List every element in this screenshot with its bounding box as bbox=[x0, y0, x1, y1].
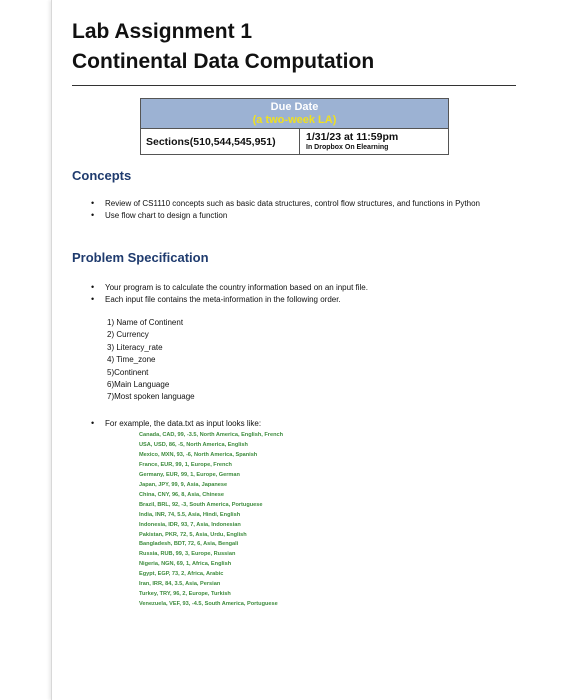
due-date-row bbox=[141, 129, 448, 154]
data-line: Egypt, EGP, 73, 2, Africa, Arabic bbox=[139, 571, 224, 578]
data-line: Turkey, TRY, 96, 2, Europe, Turkish bbox=[139, 591, 231, 598]
data-line: India, INR, 74, 5.5, Asia, Hindi, English bbox=[139, 511, 241, 518]
due-date-location: In Dropbox On Elearning bbox=[306, 144, 389, 151]
document-page bbox=[51, 0, 584, 700]
data-line: Mexico, MXN, 93, -6, North America, Spanish bbox=[139, 451, 258, 458]
date-cell bbox=[300, 129, 448, 154]
data-line: USA, USD, 86, -5, North America, English bbox=[139, 441, 248, 448]
due-date-header bbox=[141, 99, 448, 129]
data-line: Germany, EUR, 99, 1, Europe, German bbox=[139, 471, 240, 478]
example-list bbox=[91, 418, 521, 429]
due-date-value: 1/31/23 at 11:59pm bbox=[306, 131, 399, 143]
example-data-block bbox=[139, 431, 283, 610]
sections-cell: Sections(510,544,545,951) bbox=[141, 129, 300, 154]
data-line: Canada, CAD, 99, -3.5, North America, English, French bbox=[139, 432, 284, 438]
data-line: Iran, IRR, 84, 3.5, Asia, Persian bbox=[139, 581, 221, 588]
due-date-header-note: (a two-week LA) bbox=[252, 114, 337, 126]
list-item: 4) Time_zone bbox=[107, 355, 156, 365]
data-line: Pakistan, PKR, 72, 5, Asia, Urdu, English bbox=[139, 531, 247, 538]
list-item: 5)Continent bbox=[107, 367, 149, 377]
problem-spec-heading: Problem Specification bbox=[72, 250, 209, 265]
list-item: 3) Literacy_rate bbox=[107, 342, 163, 352]
data-line: Brazil, BRL, 92, -3, South America, Portuguese bbox=[139, 501, 263, 508]
list-item: 7)Most spoken language bbox=[107, 392, 195, 402]
title-divider bbox=[72, 85, 516, 86]
data-line: Venezuela, VEF, 93, -4.5, South America, Portuguese bbox=[139, 601, 278, 608]
list-item: • Each input file contains the meta-information in the following order. bbox=[91, 294, 521, 305]
data-line: France, EUR, 99, 1, Europe, French bbox=[139, 461, 232, 468]
page-subtitle: Continental Data Computation bbox=[72, 50, 375, 73]
data-line: Japan, JPY, 99, 9, Asia, Japanese bbox=[139, 481, 228, 488]
meta-order-list bbox=[107, 317, 195, 404]
list-item: • Your program is to calculate the country information based on an input file. bbox=[91, 282, 521, 293]
data-line: Indonesia, IDR, 93, 7, Asia, Indonesian bbox=[139, 521, 241, 528]
page-title: Lab Assignment 1 bbox=[72, 20, 253, 43]
list-item: • Use flow chart to design a function bbox=[91, 210, 521, 221]
list-item: • Review of CS1110 concepts such as basic data structures, control flow structures, and functions in Python bbox=[91, 198, 521, 209]
data-line: Nigeria, NGN, 69, 1, Africa, English bbox=[139, 561, 232, 568]
due-date-table bbox=[140, 98, 449, 155]
data-line: Russia, RUB, 99, 3, Europe, Russian bbox=[139, 551, 236, 558]
data-line: China, CNY, 96, 8, Asia, Chinese bbox=[139, 491, 224, 498]
list-item: 6)Main Language bbox=[107, 380, 170, 390]
list-item: 2) Currency bbox=[107, 330, 149, 340]
list-item: 1) Name of Continent bbox=[107, 318, 184, 327]
data-line: Bangladesh, BDT, 72, 6, Asia, Bengali bbox=[139, 541, 239, 548]
problem-spec-list bbox=[91, 282, 521, 305]
concepts-list bbox=[91, 198, 521, 221]
due-date-header-title: Due Date bbox=[270, 101, 319, 113]
concepts-heading: Concepts bbox=[72, 168, 132, 183]
list-item: • For example, the data.txt as input looks like: bbox=[91, 418, 521, 429]
